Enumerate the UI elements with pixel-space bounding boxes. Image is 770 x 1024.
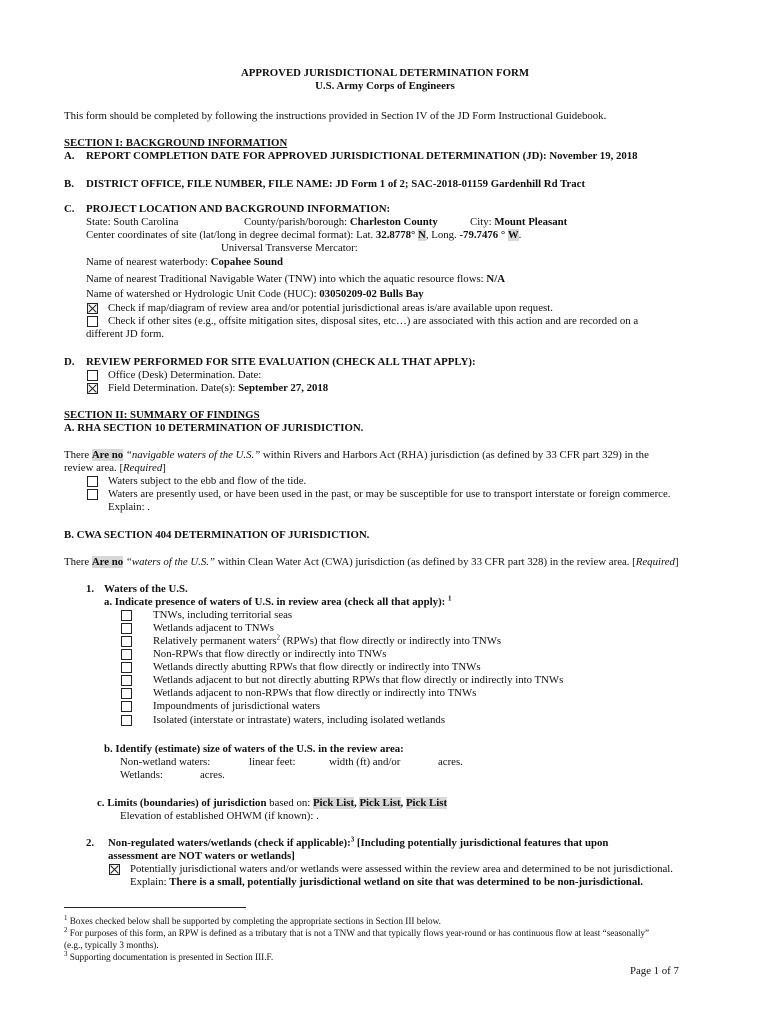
huc-label: Name of watershed or Hydrologic Unit Code (HUC): bbox=[86, 288, 320, 300]
waters-1b-heading: b. Identify (estimate) size of waters of the U.S. in the review area: bbox=[104, 743, 404, 755]
footnote-text: Boxes checked below shall be supported by completing the appropriate sections in Section III below. bbox=[67, 916, 441, 926]
office-determination-checkbox[interactable] bbox=[87, 370, 98, 381]
waters-2-heading bbox=[108, 837, 608, 850]
cwa-rest: within Clean Water Act (CWA) jurisdiction (as defined by 33 CFR part 328) in the review area. [ bbox=[214, 556, 636, 568]
waters-1a-text: a. Indicate presence of waters of U.S. in review area (check all that apply): bbox=[104, 596, 448, 608]
coords-label: Center coordinates of site (lat/long in degree decimal format): Lat. bbox=[86, 229, 376, 241]
waters-2-rest: [Including potentially jurisdictional features that upon bbox=[354, 837, 609, 849]
coordinates-field: Center coordinates of site (lat/long in degree decimal format): Lat. 32.8778° N, Long. -79.7476 ° W. bbox=[86, 229, 522, 241]
lat-value: 32.8778° bbox=[375, 229, 416, 241]
non-regulated-label: Potentially jurisdictional waters and/or wetlands were assessed within the review area and determined to be not jurisdictional. bbox=[130, 863, 673, 875]
waters-item-checkbox[interactable] bbox=[121, 701, 132, 712]
waters-item-checkbox[interactable] bbox=[121, 623, 132, 634]
huc-field bbox=[86, 288, 424, 301]
waters-item-label: TNWs, including territorial seas bbox=[153, 609, 293, 621]
county-field bbox=[244, 216, 438, 229]
rha-pick[interactable]: Are no bbox=[91, 449, 124, 461]
waters-item-checkbox[interactable] bbox=[121, 715, 132, 726]
rha-tide-label: Waters subject to the ebb and flow of the tide. bbox=[108, 475, 307, 487]
footnote-num: 1 bbox=[64, 913, 68, 922]
acres-label-2: acres. bbox=[200, 769, 225, 781]
explain-label: Explain: bbox=[130, 876, 170, 888]
rha-there: There bbox=[64, 449, 92, 461]
explain-value: There is a small, potentially jurisdictional wetland on site that was determined to be non-jurisdictional. bbox=[169, 876, 643, 888]
waters-item-checkbox[interactable] bbox=[121, 675, 132, 686]
long-direction[interactable]: W bbox=[507, 229, 519, 241]
waterbody-value: Copahee Sound bbox=[210, 256, 284, 268]
rha-explain: Explain: . bbox=[108, 501, 150, 513]
huc-value: 03050209-02 Bulls Bay bbox=[319, 288, 424, 300]
nonwetland-label: Non-wetland waters: bbox=[120, 756, 211, 768]
utm-field: Universal Transverse Mercator: bbox=[221, 242, 358, 254]
wetlands-label: Wetlands: bbox=[120, 769, 163, 781]
footnote-num: 2 bbox=[64, 925, 68, 934]
waters-item-checkbox[interactable] bbox=[121, 610, 132, 621]
footnote-num: 3 bbox=[64, 949, 68, 958]
section-2a-heading: A. RHA SECTION 10 DETERMINATION OF JURISDICTION. bbox=[64, 422, 364, 434]
ohwm-label: Elevation of established OHWM (if known): . bbox=[120, 810, 319, 822]
pick-sep-1: , bbox=[354, 797, 360, 809]
footnote-text: For purposes of this form, an RPW is defined as a tributary that is not a TNW and that typically flows year-round or has continuous flow at least “seasonally” bbox=[67, 928, 650, 938]
waters-item-label: Wetlands adjacent to TNWs bbox=[153, 622, 274, 634]
rha-statement bbox=[64, 449, 649, 462]
footnote-ref-1: 1 bbox=[447, 594, 452, 603]
section-1d-heading: REVIEW PERFORMED FOR SITE EVALUATION (CHECK ALL THAT APPLY): bbox=[86, 356, 476, 368]
limits-label: c. Limits (boundaries) of jurisdiction bbox=[97, 797, 267, 809]
pick-list-2[interactable]: Pick List bbox=[359, 797, 401, 809]
section-1-heading: SECTION I: BACKGROUND INFORMATION bbox=[64, 137, 288, 149]
section-1d-letter: D. bbox=[64, 356, 75, 368]
waters-1a-heading bbox=[104, 596, 451, 609]
rha-statement-line2 bbox=[64, 462, 166, 475]
waters-item-checkbox[interactable] bbox=[121, 636, 132, 647]
city-value: Mount Pleasant bbox=[494, 216, 568, 228]
long-label: , Long. bbox=[425, 229, 460, 241]
cwa-quote: “waters of the U.S.” bbox=[123, 556, 215, 568]
section-2-heading: SECTION II: SUMMARY OF FINDINGS bbox=[64, 409, 260, 421]
cwa-required: Required bbox=[635, 556, 675, 568]
footnote-divider bbox=[64, 907, 246, 908]
tnw-label: Name of nearest Traditional Navigable Water (TNW) into which the aquatic resource flows: bbox=[86, 273, 487, 285]
section-1b-letter: B. bbox=[64, 178, 74, 190]
rha-commerce-label: Waters are presently used, or have been used in the past, or may be susceptible for use to transport interstate or foreign commerce. bbox=[108, 488, 671, 500]
linear-feet-label: linear feet: bbox=[249, 756, 296, 768]
rha-close: ] bbox=[162, 462, 166, 474]
waters-item-checkbox[interactable] bbox=[121, 662, 132, 673]
other-sites-checkbox[interactable] bbox=[87, 316, 98, 327]
rha-commerce-checkbox[interactable] bbox=[87, 489, 98, 500]
footnote-3 bbox=[64, 951, 273, 963]
waters-item-label: Wetlands adjacent to but not directly abutting RPWs that flow directly or indirectly into TNWs bbox=[153, 674, 564, 686]
city-field bbox=[470, 216, 567, 229]
section-1c-heading: PROJECT LOCATION AND BACKGROUND INFORMATION: bbox=[86, 203, 391, 215]
cwa-statement bbox=[64, 556, 679, 569]
section-1a-text: REPORT COMPLETION DATE FOR APPROVED JURISDICTIONAL DETERMINATION (JD): November 19, 2018 bbox=[86, 150, 638, 162]
lat-direction[interactable]: N bbox=[418, 229, 426, 241]
rpw-label: Relatively permanent waters bbox=[153, 635, 277, 647]
waters-item-label: Wetlands adjacent to non-RPWs that flow directly or indirectly into TNWs bbox=[153, 687, 477, 699]
rha-quote: “navigable waters of the U.S.” bbox=[123, 449, 261, 461]
pick-list-1[interactable]: Pick List bbox=[312, 797, 355, 809]
rha-required: Required bbox=[123, 462, 163, 474]
waters-item-label: Wetlands directly abutting RPWs that flow directly or indirectly into TNWs bbox=[153, 661, 481, 673]
waters-item-label: Isolated (interstate or intrastate) waters, including isolated wetlands bbox=[153, 714, 446, 726]
office-determination-label: Office (Desk) Determination. Date: bbox=[108, 369, 262, 381]
waters-1-heading: Waters of the U.S. bbox=[104, 583, 188, 595]
waters-1-number: 1. bbox=[86, 583, 95, 595]
field-date-value: September 27, 2018 bbox=[238, 382, 329, 394]
page-number: Page 1 of 7 bbox=[630, 965, 679, 977]
non-regulated-checkbox[interactable] bbox=[109, 864, 120, 875]
waters-item-checkbox[interactable] bbox=[121, 688, 132, 699]
section-1a-letter: A. bbox=[64, 150, 75, 162]
city-label: City: bbox=[470, 216, 495, 228]
other-sites-label-cont: different JD form. bbox=[86, 328, 165, 340]
waterbody-label: Name of nearest waterbody: bbox=[86, 256, 211, 268]
map-available-label: Check if map/diagram of review area and/or potential jurisdictional areas is/are available upon request. bbox=[108, 302, 553, 314]
footnote-2-cont: (e.g., typically 3 months). bbox=[64, 940, 159, 950]
waters-2-heading-line2: assessment are NOT waters or wetlands] bbox=[108, 850, 295, 862]
rha-tide-checkbox[interactable] bbox=[87, 476, 98, 487]
waters-2-text: Non-regulated waters/wetlands (check if applicable): bbox=[108, 837, 351, 849]
width-label: width (ft) and/or bbox=[329, 756, 401, 768]
acres-label-1: acres. bbox=[438, 756, 463, 768]
footnote-ref-3: 3 bbox=[350, 835, 355, 844]
section-1b-text: DISTRICT OFFICE, FILE NUMBER, FILE NAME: JD Form 1 of 2; SAC-2018-01159 Gardenhill Rd Tract bbox=[86, 178, 586, 190]
county-value: Charleston County bbox=[349, 216, 438, 228]
waters-item-checkbox[interactable] bbox=[121, 649, 132, 660]
map-available-checkbox[interactable] bbox=[87, 303, 98, 314]
section-2b-heading: B. CWA SECTION 404 DETERMINATION OF JURISDICTION. bbox=[64, 529, 370, 541]
footnote-2 bbox=[64, 927, 649, 939]
cwa-there: There bbox=[64, 556, 92, 568]
cwa-pick[interactable]: Are no bbox=[91, 556, 124, 568]
waters-item-label bbox=[153, 635, 501, 648]
rha-line2: review area. [ bbox=[64, 462, 124, 474]
state-field: State: South Carolina bbox=[86, 216, 179, 228]
form-subtitle: U.S. Army Corps of Engineers bbox=[315, 80, 455, 92]
tnw-value: N/A bbox=[486, 273, 505, 285]
form-title: APPROVED JURISDICTIONAL DETERMINATION FORM bbox=[240, 67, 530, 79]
section-1c-letter: C. bbox=[64, 203, 75, 215]
footnote-text: Supporting documentation is presented in Section III.F. bbox=[67, 952, 274, 962]
waters-item-label: Impoundments of jurisdictional waters bbox=[153, 700, 321, 712]
intro-text: This form should be completed by following the instructions provided in Section IV of the JD Form Instructional Guidebook. bbox=[64, 110, 607, 122]
limits-based: based on: bbox=[266, 797, 313, 809]
pick-sep-2: , bbox=[400, 797, 406, 809]
footnote-ref-2: 2 bbox=[276, 633, 281, 642]
waters-2-number: 2. bbox=[86, 837, 95, 849]
footnote-1 bbox=[64, 915, 441, 927]
waters-item-label: Non-RPWs that flow directly or indirectly into TNWs bbox=[153, 648, 387, 660]
waterbody-field bbox=[86, 256, 283, 269]
limits-jurisdiction bbox=[97, 797, 447, 810]
other-sites-label: Check if other sites (e.g., offsite mitigation sites, disposal sites, etc…) are associated with this action and are recorded on a bbox=[108, 315, 639, 327]
long-value: -79.7476 ° bbox=[459, 229, 506, 241]
rha-rest: within Rivers and Harbors Act (RHA) jurisdiction (as defined by 33 CFR part 329) in the bbox=[260, 449, 649, 461]
pick-list-3[interactable]: Pick List bbox=[405, 797, 448, 809]
field-date-label: Field Determination. Date(s): bbox=[108, 382, 239, 394]
county-label: County/parish/borough: bbox=[244, 216, 350, 228]
cwa-close: ] bbox=[674, 556, 679, 568]
non-regulated-explain bbox=[130, 876, 643, 889]
field-determination-label bbox=[108, 382, 328, 395]
rpw-rest: (RPWs) that flow directly or indirectly into TNWs bbox=[280, 635, 502, 647]
tnw-field bbox=[86, 273, 505, 286]
field-determination-checkbox[interactable] bbox=[87, 383, 98, 394]
